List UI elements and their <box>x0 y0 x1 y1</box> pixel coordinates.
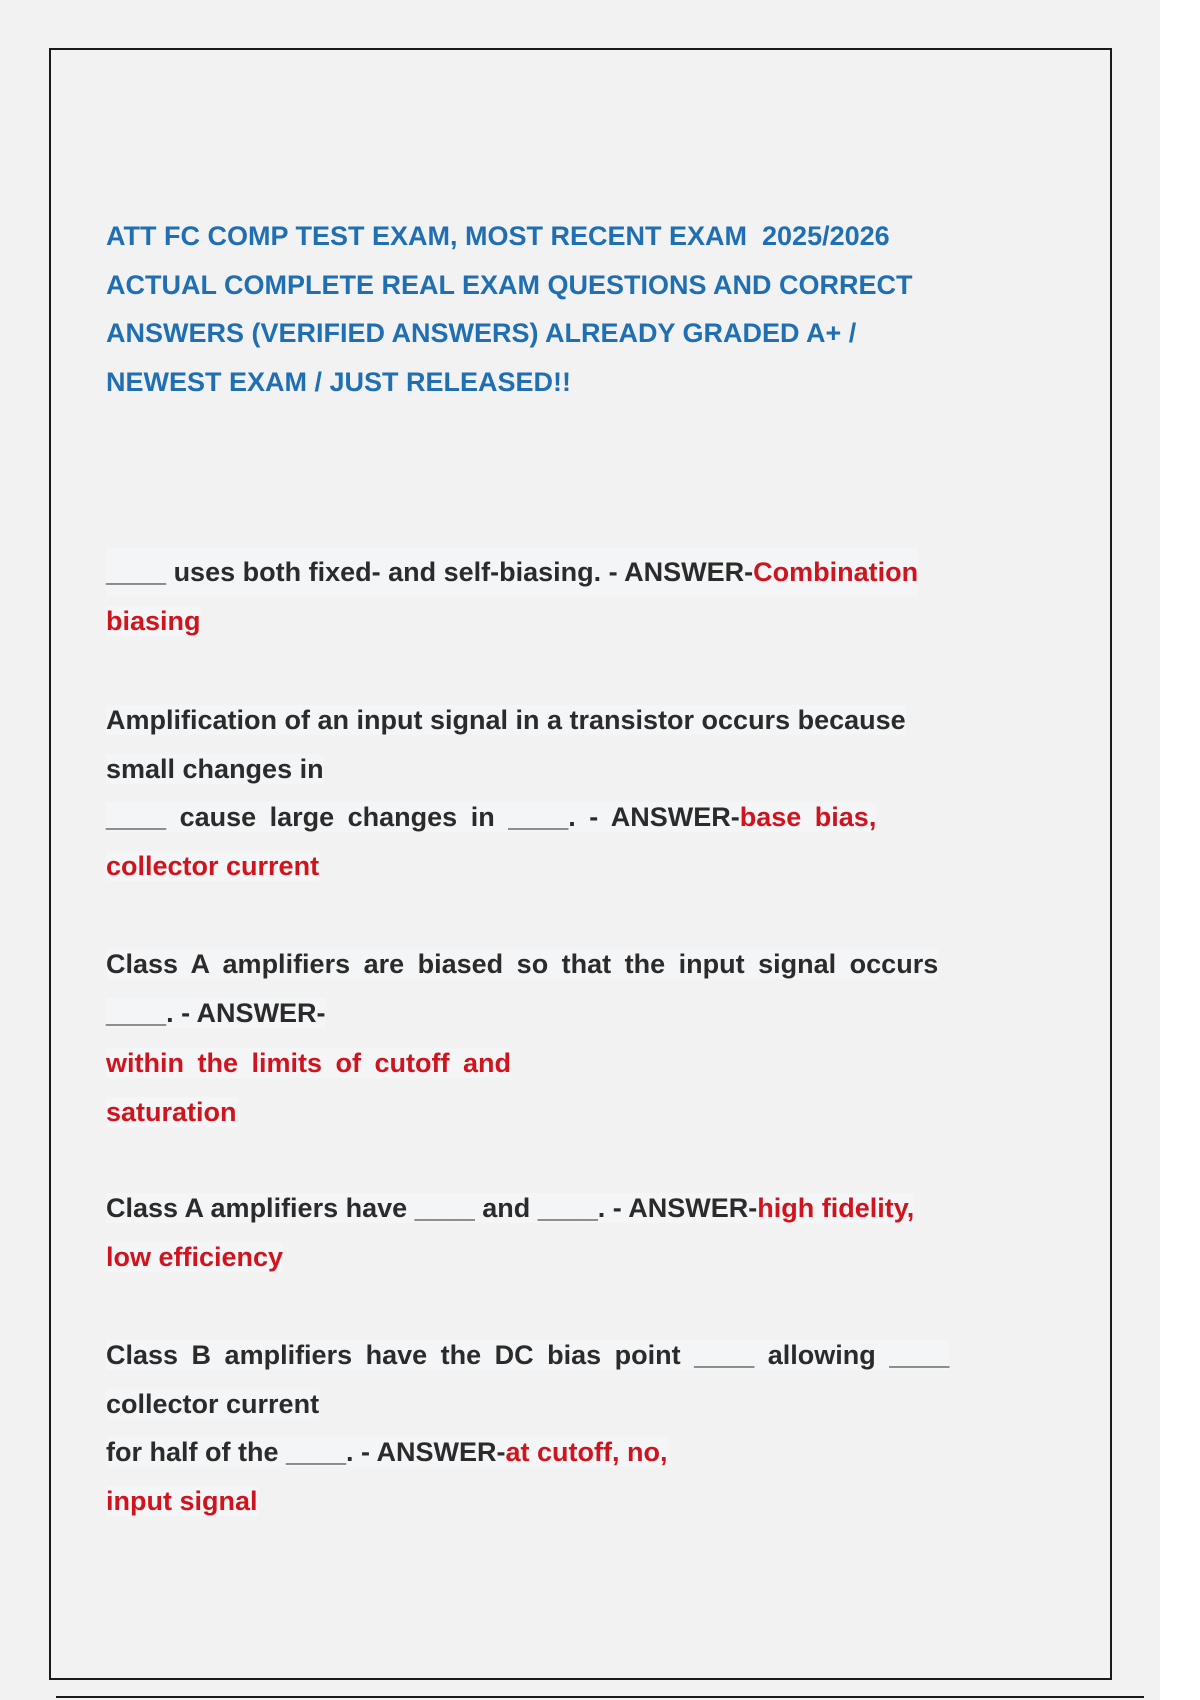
answer-2-part-2: collector current <box>106 850 320 881</box>
question-2-line-3: ____ cause large changes in ____. - ANSWER- <box>106 802 740 832</box>
answer-1-part-1: Combination <box>753 557 919 587</box>
question-4 <box>106 1184 914 1281</box>
answer-4-part-2: low efficiency <box>106 1241 284 1272</box>
question-2 <box>106 696 906 890</box>
question-5-line-1: Class B amplifiers have the DC bias point ____ allowing ____ <box>106 1340 950 1370</box>
answer-5-part-1: at cutoff, no, <box>505 1437 668 1467</box>
question-3-line-1: Class A amplifiers are biased so that the input signal occurs <box>106 949 939 979</box>
question-5-line-3: for half of the ____. - ANSWER- <box>106 1437 506 1467</box>
bottom-rule <box>56 1696 1144 1698</box>
title-line-2: ACTUAL COMPLETE REAL EXAM QUESTIONS AND CORRECT <box>106 269 913 300</box>
title-line-4: NEWEST EXAM / JUST RELEASED!! <box>106 366 572 397</box>
question-3 <box>106 940 938 1136</box>
right-margin-strip <box>1160 0 1200 1700</box>
question-3-line-2: ____. - ANSWER- <box>106 997 326 1028</box>
answer-2-part-1: base bias, <box>739 802 877 832</box>
question-2-line-2: small changes in <box>106 753 324 784</box>
question-2-line-1: Amplification of an input signal in a transistor occurs because <box>106 705 906 735</box>
question-5-line-2: collector current <box>106 1388 320 1419</box>
answer-3-part-2: saturation <box>106 1096 237 1127</box>
answer-3-part-1: within the limits of cutoff and <box>106 1048 511 1078</box>
question-1 <box>106 548 918 645</box>
question-5 <box>106 1331 949 1525</box>
title-line-1: ATT FC COMP TEST EXAM, MOST RECENT EXAM 2025/2026 <box>106 221 890 251</box>
question-4-text: Class A amplifiers have ____ and ____. - ANSWER- <box>106 1193 758 1223</box>
answer-4-part-1: high fidelity, <box>757 1193 915 1223</box>
question-1-text: ____ uses both fixed- and self-biasing. - ANSWER- <box>106 557 754 587</box>
answer-5-part-2: input signal <box>106 1485 258 1516</box>
title-line-3: ANSWERS (VERIFIED ANSWERS) ALREADY GRADED A+ / <box>106 318 857 348</box>
document-title <box>106 212 1026 406</box>
answer-1-part-2: biasing <box>106 605 201 636</box>
